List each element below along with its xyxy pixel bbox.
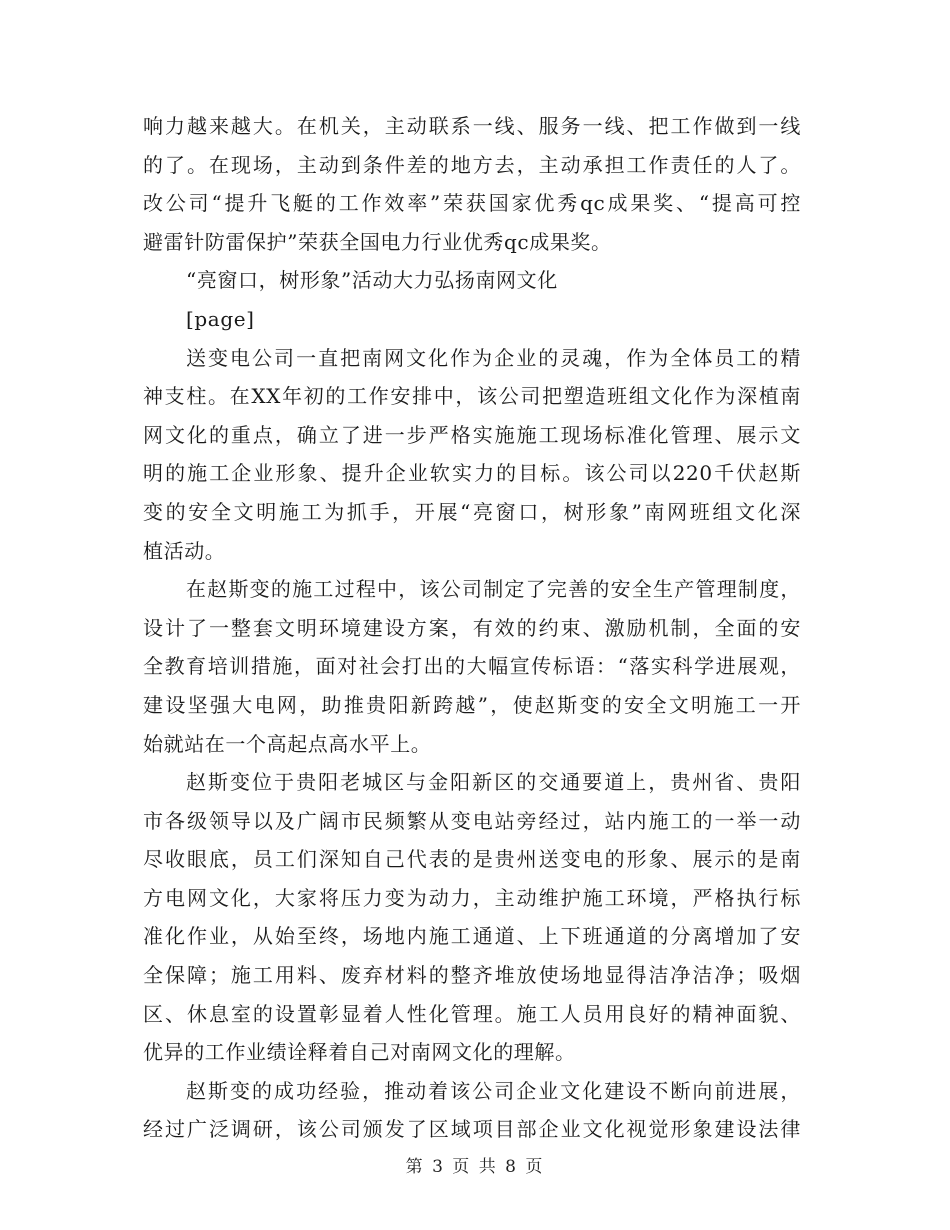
text-line: 改公司“提升飞艇的工作效率”荣获国家优秀qc成果奖、“提高可控 bbox=[143, 191, 801, 216]
text-line: 准化作业，从始至终，场地内施工通道、上下班通道的分离增加了安 bbox=[143, 924, 801, 949]
text-line: 建设坚强大电网，助推贵阳新跨越”，使赵斯变的安全文明施工一开 bbox=[143, 692, 801, 717]
text-line: 全教育培训措施，面对社会打出的大幅宣传标语：“落实科学进展观， bbox=[143, 654, 801, 679]
text-line: 植活动。 bbox=[143, 538, 226, 563]
text-line: 优异的工作业绩诠释着自己对南网文化的理解。 bbox=[143, 1040, 576, 1065]
page-footer: 第 3 页 共 8 页 bbox=[405, 1157, 545, 1177]
text-line: 的了。在现场，主动到条件差的地方去，主动承担工作责任的人了。 bbox=[143, 152, 801, 177]
text-line: 方电网文化，大家将压力变为动力，主动维护施工环境，严格执行标 bbox=[143, 885, 801, 910]
text-line: 全保障；施工用料、废弃材料的整齐堆放使场地显得洁净洁净；吸烟 bbox=[143, 963, 801, 988]
document-body bbox=[143, 107, 801, 1149]
text-line: 赵斯变位于贵阳老城区与金阳新区的交通要道上，贵州省、贵阳 bbox=[186, 770, 801, 795]
text-line: 神支柱。在XX年初的工作安排中，该公司把塑造班组文化作为深植南 bbox=[143, 384, 801, 409]
text-line: 明的施工企业形象、提升企业软实力的目标。该公司以220千伏赵斯 bbox=[143, 461, 801, 486]
text-line: 送变电公司一直把南网文化作为企业的灵魂，作为全体员工的精 bbox=[186, 345, 801, 370]
text-line: 赵斯变的成功经验，推动着该公司企业文化建设不断向前进展， bbox=[186, 1078, 801, 1103]
text-line: 经过广泛调研，该公司颁发了区域项目部企业文化视觉形象建设法律 bbox=[143, 1117, 801, 1142]
text-line: 在赵斯变的施工过程中，该公司制定了完善的安全生产管理制度， bbox=[186, 577, 801, 602]
text-line: 尽收眼底，员工们深知自己代表的是贵州送变电的形象、展示的是南 bbox=[143, 847, 801, 872]
text-line: 响力越来越大。在机关，主动联系一线、服务一线、把工作做到一线 bbox=[143, 114, 801, 138]
text-line: 避雷针防雷保护”荣获全国电力行业优秀qc成果奖。 bbox=[143, 229, 612, 254]
text-line: 设计了一整套文明环境建设方案，有效的约束、激励机制，全面的安 bbox=[143, 615, 801, 640]
page-marker: [page] bbox=[186, 306, 255, 331]
section-heading: “亮窗口，树形象”活动大力弘扬南网文化 bbox=[186, 268, 558, 293]
text-line: 市各级领导以及广阔市民频繁从变电站旁经过，站内施工的一举一动 bbox=[143, 808, 801, 833]
text-line: 区、休息室的设置彰显着人性化管理。施工人员用良好的精神面貌、 bbox=[143, 1001, 801, 1026]
text-line: 始就站在一个高起点高水平上。 bbox=[143, 731, 432, 756]
text-line: 网文化的重点，确立了进一步严格实施施工现场标准化管理、展示文 bbox=[143, 422, 801, 447]
text-line: 变的安全文明施工为抓手，开展“亮窗口，树形象”南网班组文化深 bbox=[143, 499, 801, 524]
